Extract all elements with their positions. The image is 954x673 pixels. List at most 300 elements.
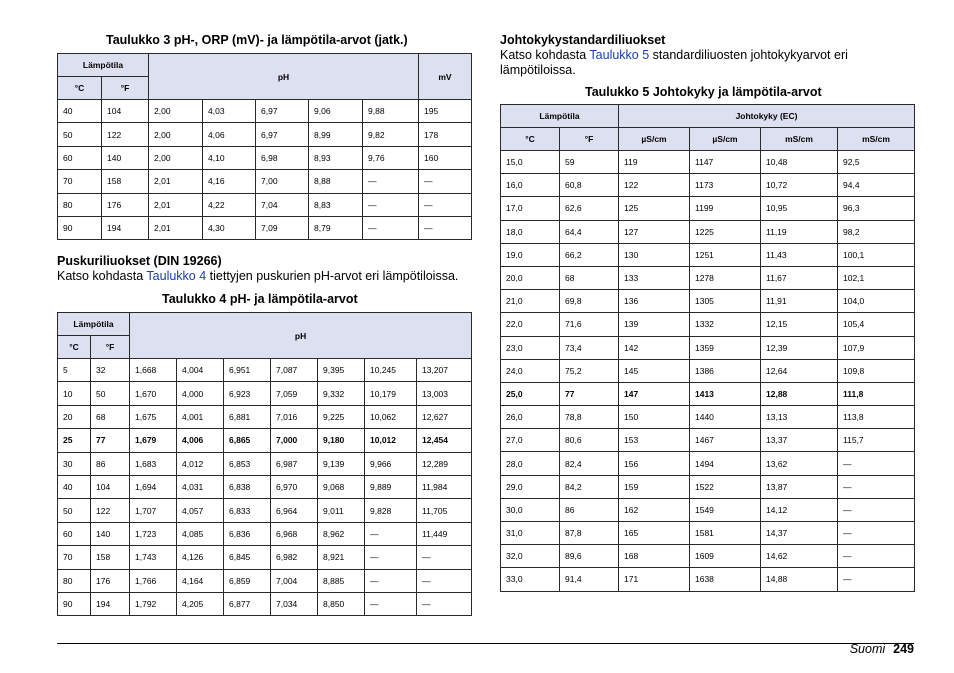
table-cell: 115,7 (838, 429, 915, 452)
table-cell: 171 (619, 568, 690, 591)
table-cell: 11,43 (761, 243, 838, 266)
table-cell: 10 (58, 382, 91, 405)
table-cell: 6,923 (224, 382, 271, 405)
table-cell: 80 (58, 193, 102, 216)
table-cell: 75,2 (560, 359, 619, 382)
table-cell: 80,6 (560, 429, 619, 452)
table-cell: — (365, 592, 417, 615)
table-cell: 9,88 (363, 100, 419, 123)
table-cell: 8,99 (309, 123, 363, 146)
table-cell: 2,01 (149, 216, 203, 239)
table-row (58, 382, 472, 405)
table-cell: 162 (619, 498, 690, 521)
table-cell: 4,22 (203, 193, 256, 216)
table-row (58, 359, 472, 382)
table-cell: 2,01 (149, 193, 203, 216)
table-cell: 20 (58, 405, 91, 428)
table-cell: 68 (560, 266, 619, 289)
footer (850, 642, 914, 656)
table-cell: 13,003 (417, 382, 472, 405)
table-cell: 4,126 (177, 546, 224, 569)
table-cell: — (417, 592, 472, 615)
table-cell: 6,98 (256, 146, 309, 169)
table-cell: 7,00 (256, 170, 309, 193)
table-cell: 9,180 (318, 429, 365, 452)
table-cell: — (417, 546, 472, 569)
table-cell: 1638 (690, 568, 761, 591)
table-cell: 1278 (690, 266, 761, 289)
table-row (58, 475, 472, 498)
table-cell: 90 (58, 216, 102, 239)
table-cell: — (365, 569, 417, 592)
table5-header-temperature: Lämpötila (501, 105, 619, 128)
table-cell: 4,10 (203, 146, 256, 169)
table-cell: 6,982 (271, 546, 318, 569)
table4-header-temperature: Lämpötila (58, 313, 130, 336)
table-cell: 1173 (690, 174, 761, 197)
table-cell: 9,139 (318, 452, 365, 475)
table4-unit-celsius: °C (58, 336, 91, 359)
table-cell: 11,19 (761, 220, 838, 243)
table-cell: 4,164 (177, 569, 224, 592)
table-cell: 84,2 (560, 475, 619, 498)
table-cell: 122 (102, 123, 149, 146)
table-cell: 92,5 (838, 151, 915, 174)
table-cell: 4,004 (177, 359, 224, 382)
table-cell: 90 (58, 592, 91, 615)
table-cell: 80 (58, 569, 91, 592)
table-cell: 60,8 (560, 174, 619, 197)
table-cell: 50 (58, 123, 102, 146)
table-cell: 8,850 (318, 592, 365, 615)
table-row (501, 429, 915, 452)
table5-unit-header: mS/cm (761, 128, 838, 151)
table-cell: — (365, 546, 417, 569)
table-cell: — (838, 522, 915, 545)
table-cell: 19,0 (501, 243, 560, 266)
table-cell: 10,48 (761, 151, 838, 174)
table-cell: 25,0 (501, 382, 560, 405)
table-cell: 23,0 (501, 336, 560, 359)
table-cell: — (363, 216, 419, 239)
table-cell: 70 (58, 546, 91, 569)
table3-header-ph: pH (149, 54, 419, 100)
table-cell: 105,4 (838, 313, 915, 336)
table-row (501, 452, 915, 475)
table-cell: 140 (91, 522, 130, 545)
table-cell: 127 (619, 220, 690, 243)
table-cell: — (838, 568, 915, 591)
table-cell: 60 (58, 522, 91, 545)
table3-header-mv: mV (419, 54, 472, 100)
table-cell: 27,0 (501, 429, 560, 452)
table-cell: 8,885 (318, 569, 365, 592)
table-cell: 12,454 (417, 429, 472, 452)
table-cell: 1251 (690, 243, 761, 266)
table-row (501, 545, 915, 568)
table-row (58, 592, 472, 615)
table-cell: 21,0 (501, 290, 560, 313)
table-cell: 26,0 (501, 406, 560, 429)
table5-unit-header: °C (501, 128, 560, 151)
table-cell: 28,0 (501, 452, 560, 475)
table-cell: 1,723 (130, 522, 177, 545)
footer-language: Suomi (849, 642, 886, 656)
table-cell: 50 (91, 382, 130, 405)
table-cell: 2,00 (149, 146, 203, 169)
table-row (58, 146, 472, 169)
table-cell: 1,743 (130, 546, 177, 569)
table-row (501, 359, 915, 382)
table-cell: 32 (91, 359, 130, 382)
table-cell: 160 (419, 146, 472, 169)
table-cell: — (419, 216, 472, 239)
table-cell: 4,000 (177, 382, 224, 405)
table-cell: 104,0 (838, 290, 915, 313)
table-cell: 9,966 (365, 452, 417, 475)
table-cell: 4,30 (203, 216, 256, 239)
table-cell: 194 (102, 216, 149, 239)
table-cell: 1359 (690, 336, 761, 359)
table-cell: 6,951 (224, 359, 271, 382)
table-row (501, 174, 915, 197)
table-cell: 77 (560, 382, 619, 405)
table5-unit-header: µS/cm (619, 128, 690, 151)
table-cell: 142 (619, 336, 690, 359)
table5-body (501, 151, 915, 592)
table-cell: 136 (619, 290, 690, 313)
table-cell: 10,062 (365, 405, 417, 428)
table3-unit-fahrenheit: °F (102, 77, 149, 100)
table-cell: 9,011 (318, 499, 365, 522)
table-cell: 1,707 (130, 499, 177, 522)
table4-unit-fahrenheit: °F (91, 336, 130, 359)
table-cell: — (419, 170, 472, 193)
table-cell: 91,4 (560, 568, 619, 591)
table-cell: 130 (619, 243, 690, 266)
table-cell: 4,006 (177, 429, 224, 452)
table-cell: 195 (419, 100, 472, 123)
table-cell: 4,012 (177, 452, 224, 475)
table-cell: 14,12 (761, 498, 838, 521)
table-cell: 1199 (690, 197, 761, 220)
table-cell: 9,828 (365, 499, 417, 522)
table-cell: 113,8 (838, 406, 915, 429)
table-cell: 4,001 (177, 405, 224, 428)
table-row (58, 546, 472, 569)
table-cell: 40 (58, 475, 91, 498)
table-cell: 82,4 (560, 452, 619, 475)
table-cell: 7,09 (256, 216, 309, 239)
table-cell: 4,16 (203, 170, 256, 193)
table-cell: 1386 (690, 359, 761, 382)
table-cell: 4,057 (177, 499, 224, 522)
table-cell: 6,838 (224, 475, 271, 498)
table-cell: 145 (619, 359, 690, 382)
table-cell: 30 (58, 452, 91, 475)
table-cell: 32,0 (501, 545, 560, 568)
table4-link[interactable]: Taulukko 4 (146, 269, 207, 283)
table-cell: 6,865 (224, 429, 271, 452)
table-cell: 1467 (690, 429, 761, 452)
table-cell: 33,0 (501, 568, 560, 591)
table-row (58, 429, 472, 452)
table-row (501, 522, 915, 545)
table-cell: 18,0 (501, 220, 560, 243)
table-cell: 119 (619, 151, 690, 174)
table-cell: 7,059 (271, 382, 318, 405)
table-cell: 7,087 (271, 359, 318, 382)
table5-header-conductivity: Johtokyky (EC) (619, 105, 915, 128)
conductivity-heading: Johtokykystandardiliuokset (500, 33, 666, 47)
footer-rule (57, 643, 914, 644)
table-cell: 13,207 (417, 359, 472, 382)
table-cell: 10,72 (761, 174, 838, 197)
table-cell: 9,332 (318, 382, 365, 405)
table-cell: 59 (560, 151, 619, 174)
table-cell: 6,845 (224, 546, 271, 569)
table-cell: 66,2 (560, 243, 619, 266)
table-row (58, 405, 472, 428)
table3-caption: Taulukko 3 pH-, ORP (mV)- ja lämpötila-arvot (jatk.) (106, 33, 408, 47)
table-row (501, 475, 915, 498)
table-cell: 147 (619, 382, 690, 405)
table-cell: 4,031 (177, 475, 224, 498)
table-cell: 1522 (690, 475, 761, 498)
table-cell: 13,87 (761, 475, 838, 498)
table-cell: 11,91 (761, 290, 838, 313)
table-cell: — (417, 569, 472, 592)
table-row (501, 220, 915, 243)
table3-header-temperature: Lämpötila (58, 54, 149, 77)
table-cell: 168 (619, 545, 690, 568)
table-row (501, 243, 915, 266)
table-cell: 31,0 (501, 522, 560, 545)
table5 (500, 104, 915, 592)
table-cell: 11,449 (417, 522, 472, 545)
table-cell: 104 (91, 475, 130, 498)
table-cell: 1,670 (130, 382, 177, 405)
table-cell: 14,88 (761, 568, 838, 591)
table-cell: 7,016 (271, 405, 318, 428)
table-cell: 1225 (690, 220, 761, 243)
table-cell: 8,921 (318, 546, 365, 569)
table-cell: 1305 (690, 290, 761, 313)
table-row (58, 216, 472, 239)
table5-caption: Taulukko 5 Johtokyky ja lämpötila-arvot (585, 85, 822, 99)
table-cell: 6,970 (271, 475, 318, 498)
table-cell: 7,004 (271, 569, 318, 592)
table-cell: 7,000 (271, 429, 318, 452)
table-cell: 14,37 (761, 522, 838, 545)
table-row (58, 123, 472, 146)
table-cell: 12,627 (417, 405, 472, 428)
table-cell: 1609 (690, 545, 761, 568)
buffer-heading: Puskuriliuokset (DIN 19266) (57, 254, 222, 268)
table-row (501, 197, 915, 220)
table-cell: 12,39 (761, 336, 838, 359)
buffer-text-before: Katso kohdasta (57, 269, 147, 283)
table-row (501, 290, 915, 313)
table-cell: 125 (619, 197, 690, 220)
table-cell: 153 (619, 429, 690, 452)
table-cell: 6,97 (256, 100, 309, 123)
table-cell: 10,95 (761, 197, 838, 220)
table-cell: 104 (102, 100, 149, 123)
table-row (58, 569, 472, 592)
table-cell: 96,3 (838, 197, 915, 220)
table-cell: 165 (619, 522, 690, 545)
table-cell: 1,694 (130, 475, 177, 498)
table5-unit-header: µS/cm (690, 128, 761, 151)
table-cell: 73,4 (560, 336, 619, 359)
table-cell: 25 (58, 429, 91, 452)
table-cell: 9,395 (318, 359, 365, 382)
table5-units-row (501, 128, 915, 151)
table-cell: 94,4 (838, 174, 915, 197)
table-cell: 69,8 (560, 290, 619, 313)
table-cell: 70 (58, 170, 102, 193)
table3 (57, 53, 472, 240)
table-cell: 9,06 (309, 100, 363, 123)
table-cell: 102,1 (838, 266, 915, 289)
table-cell: 9,225 (318, 405, 365, 428)
table-cell: 122 (619, 174, 690, 197)
table-cell: 1,668 (130, 359, 177, 382)
table-cell: 10,179 (365, 382, 417, 405)
table-cell: 8,88 (309, 170, 363, 193)
table-cell: 6,853 (224, 452, 271, 475)
table-cell: 29,0 (501, 475, 560, 498)
table4-body (58, 359, 472, 616)
table-cell: 2,01 (149, 170, 203, 193)
table-cell: 98,2 (838, 220, 915, 243)
table-cell: 2,00 (149, 100, 203, 123)
table-cell: 133 (619, 266, 690, 289)
table-cell: — (363, 193, 419, 216)
table-cell: 4,085 (177, 522, 224, 545)
table5-link[interactable]: Taulukko 5 (589, 48, 650, 62)
table4 (57, 312, 472, 616)
table-row (501, 313, 915, 336)
page-number: 249 (893, 642, 914, 656)
table-cell: 6,859 (224, 569, 271, 592)
table-cell: 1,679 (130, 429, 177, 452)
table3-unit-celsius: °C (58, 77, 102, 100)
table-cell: 9,068 (318, 475, 365, 498)
table3-body (58, 100, 472, 240)
table-cell: 12,64 (761, 359, 838, 382)
table-row (501, 266, 915, 289)
table-cell: 1,766 (130, 569, 177, 592)
table-cell: 87,8 (560, 522, 619, 545)
buffer-section (57, 254, 477, 284)
table-cell: 1581 (690, 522, 761, 545)
table-cell: 150 (619, 406, 690, 429)
table-cell: 111,8 (838, 382, 915, 405)
table-cell: 14,62 (761, 545, 838, 568)
table-cell: 78,8 (560, 406, 619, 429)
table-cell: 156 (619, 452, 690, 475)
table-cell: 4,06 (203, 123, 256, 146)
table-cell: 40 (58, 100, 102, 123)
table-row (501, 336, 915, 359)
table-cell: 158 (91, 546, 130, 569)
table-cell: 176 (102, 193, 149, 216)
table-cell: 122 (91, 499, 130, 522)
table-cell: 8,83 (309, 193, 363, 216)
table-cell: 62,6 (560, 197, 619, 220)
table-cell: 1,675 (130, 405, 177, 428)
table-cell: 12,15 (761, 313, 838, 336)
table-cell: 8,79 (309, 216, 363, 239)
table-cell: 6,987 (271, 452, 318, 475)
table-cell: — (838, 475, 915, 498)
table-row (501, 406, 915, 429)
table-row (58, 452, 472, 475)
table-cell: 86 (91, 452, 130, 475)
conductivity-text-after: standardiliuosten johtokykyarvot eri lämpötiloissa. (500, 48, 848, 77)
table-cell: 13,62 (761, 452, 838, 475)
table-cell: — (419, 193, 472, 216)
table-cell: 10,012 (365, 429, 417, 452)
table-cell: 24,0 (501, 359, 560, 382)
table-cell: 10,245 (365, 359, 417, 382)
table-cell: 16,0 (501, 174, 560, 197)
table-cell: — (838, 545, 915, 568)
table-cell: 15,0 (501, 151, 560, 174)
table-cell: 11,984 (417, 475, 472, 498)
table-row (501, 151, 915, 174)
table-cell: 12,88 (761, 382, 838, 405)
table-cell: 1413 (690, 382, 761, 405)
table-cell: 1440 (690, 406, 761, 429)
table-cell: 13,13 (761, 406, 838, 429)
table-cell: 89,6 (560, 545, 619, 568)
table-cell: 77 (91, 429, 130, 452)
table-cell: 9,889 (365, 475, 417, 498)
conductivity-section (500, 33, 914, 78)
table-cell: 22,0 (501, 313, 560, 336)
table-cell: 9,82 (363, 123, 419, 146)
table4-caption: Taulukko 4 pH- ja lämpötila-arvot (162, 292, 358, 306)
table-cell: 7,034 (271, 592, 318, 615)
table-cell: 100,1 (838, 243, 915, 266)
table-cell: 8,962 (318, 522, 365, 545)
table-cell: 139 (619, 313, 690, 336)
table-cell: 4,03 (203, 100, 256, 123)
table-cell: 12,289 (417, 452, 472, 475)
table5-unit-header: °F (560, 128, 619, 151)
table-cell: 6,836 (224, 522, 271, 545)
table-row (501, 568, 915, 591)
conductivity-text-before: Katso kohdasta (500, 48, 590, 62)
table-cell: 86 (560, 498, 619, 521)
table-cell: 60 (58, 146, 102, 169)
table-cell: 20,0 (501, 266, 560, 289)
table-row (58, 499, 472, 522)
table-cell: 6,964 (271, 499, 318, 522)
table-cell: 158 (102, 170, 149, 193)
table-row (58, 170, 472, 193)
table-cell: 11,67 (761, 266, 838, 289)
table-cell: 6,97 (256, 123, 309, 146)
table-cell: 7,04 (256, 193, 309, 216)
table-cell: 1,683 (130, 452, 177, 475)
table-cell: 1147 (690, 151, 761, 174)
table-cell: 50 (58, 499, 91, 522)
table-cell: — (838, 452, 915, 475)
